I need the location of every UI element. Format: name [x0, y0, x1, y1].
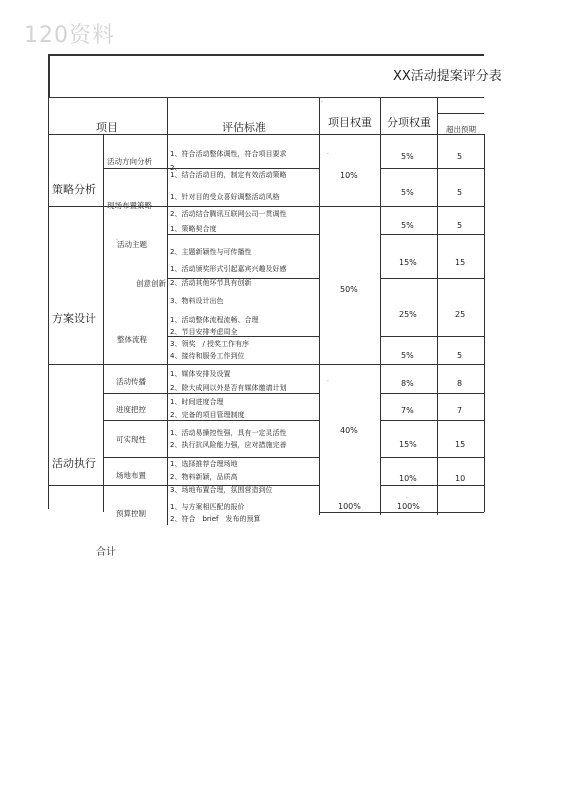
- header-item: 项目: [96, 121, 118, 134]
- row-line-total-top: [319, 512, 484, 513]
- row-line-promotion-score: [380, 393, 484, 394]
- mark-4: ·: [406, 495, 408, 502]
- criterion-8: 1、活动颁奖形式引起嘉宾兴趣及好感: [170, 265, 287, 273]
- row-line-progress-score: [380, 420, 484, 421]
- subitem-direction: 活动方向分析: [107, 157, 152, 166]
- category-total: 合计: [96, 547, 116, 558]
- criterion-17: 1、时间进度合理: [170, 398, 224, 406]
- over-score-2: 5: [457, 188, 463, 197]
- col-line-4: [380, 97, 381, 515]
- criterion-10: 3、物料设计出色: [170, 297, 224, 305]
- row-line-design-bottom: [48, 364, 484, 365]
- criterion-24: 1、与方案相匹配的报价: [170, 503, 245, 511]
- col-line-3: [319, 97, 320, 515]
- criterion-21: 1、选择推荐合理场地: [170, 460, 238, 468]
- weight-execution: 40%: [340, 426, 358, 435]
- criterion-3: 1、结合活动目的，制定有效活动策略: [170, 171, 287, 179]
- row-line-direction-score: [380, 168, 484, 169]
- header-bottom-border: [48, 134, 484, 135]
- row-line-strategy-bottom: [48, 206, 484, 207]
- criterion-15: 1、媒体安排及设置: [170, 370, 231, 378]
- sub-weight-total: 100%: [397, 502, 420, 511]
- subitem-progress: 进度把控: [116, 405, 146, 414]
- sub-weight-4: 15%: [399, 258, 417, 267]
- watermark: 120资料: [24, 23, 115, 48]
- criterion-14: 4、接待和服务工作到位: [170, 352, 245, 360]
- table-left-border: [48, 54, 50, 97]
- page-title: XX活动提案评分表: [393, 69, 502, 84]
- over-score-1: 5: [457, 152, 463, 161]
- row-line-flow: [380, 336, 484, 337]
- sub-weight-5: 25%: [399, 310, 417, 319]
- row-line-venue: [48, 485, 319, 486]
- criterion-6: 1、策略契合度: [170, 225, 217, 233]
- row-line-creative: [380, 278, 484, 279]
- row-line-creative-criteria: [167, 278, 319, 279]
- sub-weight-6: 5%: [401, 351, 414, 360]
- criterion-12: 2、节目安排考虑周全: [170, 328, 238, 336]
- col-line-1: [103, 134, 104, 512]
- sub-weight-10: 10%: [399, 474, 417, 483]
- col-line-5: [437, 97, 438, 515]
- category-design: 方案设计: [52, 312, 96, 325]
- col-line-6: [484, 134, 485, 512]
- weight-design: 50%: [340, 285, 358, 294]
- header-criteria: 评估标准: [222, 121, 266, 134]
- over-score-10: 10: [455, 474, 466, 483]
- over-score-5: 25: [455, 310, 466, 319]
- row-line-theme: [167, 234, 319, 235]
- row-line-flow-criteria: [167, 336, 319, 337]
- subitem-venue: 场地布置: [116, 471, 146, 480]
- row-line-strategy-fit: [380, 234, 484, 235]
- over-score-7: 8: [457, 379, 463, 388]
- criterion-16: 2、除大成网以外是否有媒体邀请计划: [170, 384, 287, 392]
- header-mark: ·: [321, 99, 323, 106]
- subitem-creative: 创意创新: [136, 279, 166, 288]
- criterion-4: 1、针对目的受众喜好调整活动风格: [170, 193, 280, 201]
- criterion-20: 2、执行抗风险能力强，应对措施完善: [170, 441, 287, 449]
- criterion-22: 2、物料新颖，品质高: [170, 473, 238, 481]
- row-line-direction: [103, 168, 319, 169]
- row-line-promotion: [103, 393, 319, 394]
- over-score-3: 5: [457, 221, 463, 230]
- over-budget-top-line: [437, 113, 484, 114]
- criterion-2: 2、: [170, 164, 182, 172]
- header-weight: 项目权重: [328, 116, 372, 129]
- over-score-6: 5: [457, 351, 463, 360]
- subitem-flow: 整体流程: [117, 335, 147, 344]
- criterion-18: 2、完备的项目管理制度: [170, 411, 245, 419]
- sub-weight-2: 5%: [401, 188, 414, 197]
- header-sub-weight: 分项权重: [387, 116, 431, 129]
- category-strategy: 策略分析: [52, 183, 96, 196]
- row-line-feasibility-score: [380, 457, 484, 458]
- sub-weight-7: 8%: [401, 379, 414, 388]
- over-score-9: 15: [455, 440, 466, 449]
- weight-total: 100%: [338, 502, 361, 511]
- sub-weight-9: 15%: [399, 440, 417, 449]
- row-line-feasibility: [103, 457, 319, 458]
- header-over-budget: 超出预期: [446, 125, 476, 134]
- mark-2: ·: [116, 237, 118, 244]
- sub-weight-8: 7%: [401, 406, 414, 415]
- criterion-1: 1、符合活动整体调性，符合项目要求: [170, 150, 287, 158]
- subitem-theme: 活动主题: [117, 240, 147, 249]
- table-top-border: [48, 54, 484, 56]
- weight-strategy: 10%: [340, 171, 358, 180]
- row-line-venue-score: [380, 485, 484, 486]
- over-score-8: 7: [457, 406, 463, 415]
- criterion-7: 2、主题新颖性与可传播性: [170, 248, 252, 256]
- criterion-19: 1、活动易操控性强，具有一定灵活性: [170, 429, 287, 437]
- mark-1: ·: [327, 151, 329, 158]
- subitem-field: 现场布置策略: [107, 201, 152, 210]
- subitem-promotion: 活动传播: [116, 377, 146, 386]
- sub-weight-1: 5%: [401, 152, 414, 161]
- over-score-4: 15: [455, 258, 466, 267]
- col-line-2: [167, 97, 168, 525]
- subitem-budget: 预算控制: [116, 509, 146, 518]
- sub-weight-3: 5%: [401, 221, 414, 230]
- criterion-11: 1、活动整体流程流畅、合理: [170, 316, 259, 324]
- category-execution: 活动执行: [52, 457, 96, 470]
- criterion-5: 2、活动结合腾讯互联网公司一贯调性: [170, 210, 287, 218]
- table-left-border-lower: [48, 97, 49, 509]
- mark-3: ·: [327, 378, 329, 385]
- subitem-feasibility: 可实现性: [116, 435, 146, 444]
- criterion-9: 2、活动其他环节具有创新: [170, 279, 252, 287]
- criterion-25: 2、符合 brief 发布的预算: [170, 515, 261, 523]
- title-bottom-border: [48, 97, 484, 98]
- criterion-23: 3、场地布置合理，氛围营造到位: [170, 486, 273, 494]
- row-line-progress: [103, 420, 319, 421]
- criterion-13: 3、领奖 / 授奖工作有序: [170, 340, 250, 348]
